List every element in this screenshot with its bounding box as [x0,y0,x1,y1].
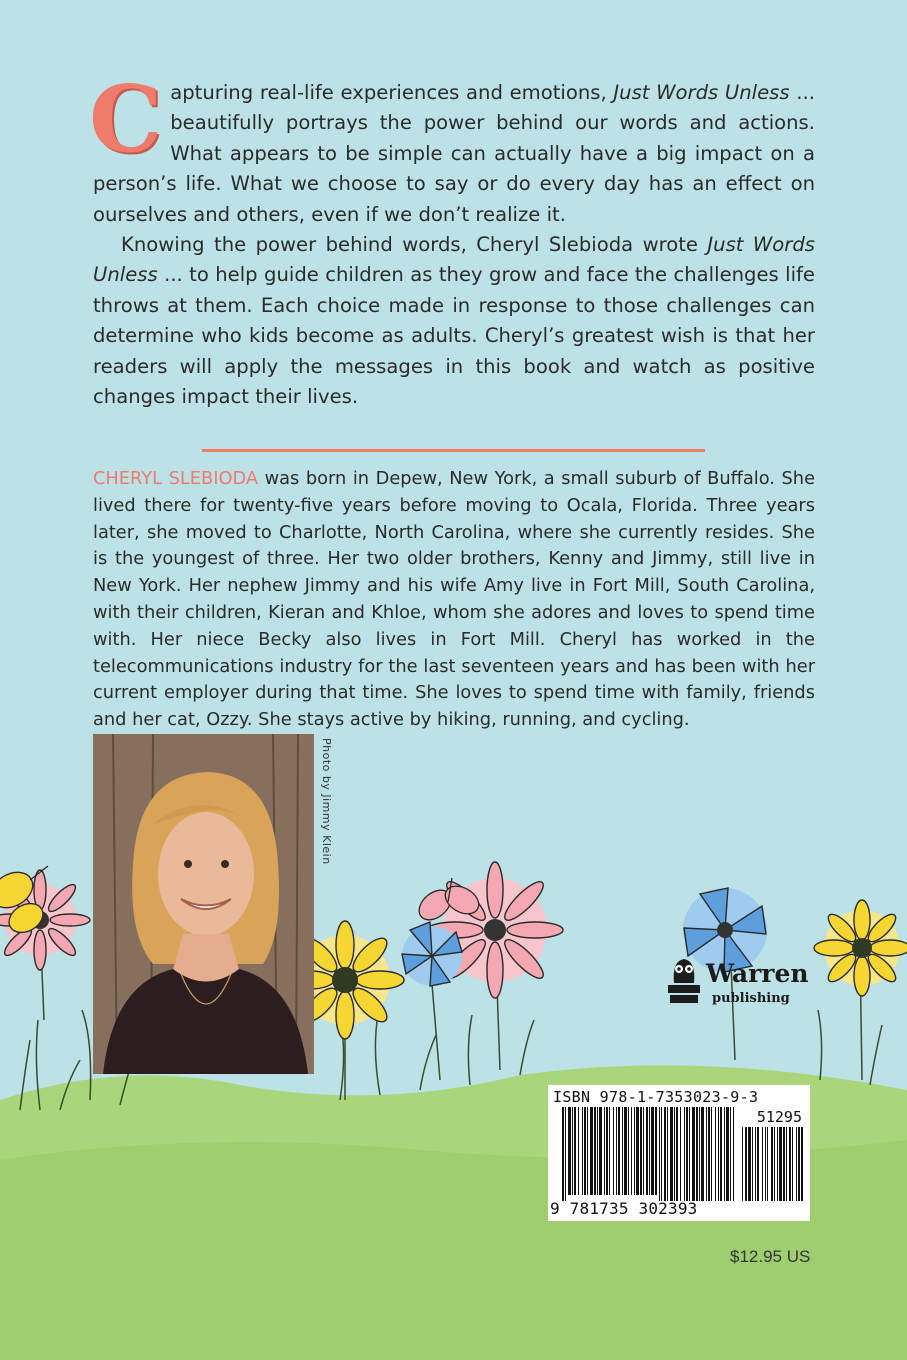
author-photo [93,734,314,1074]
photo-credit: Photo by Jimmy Klein [320,738,333,865]
blurb-paragraph-2: Knowing the power behind words, Cheryl Slebioda wrote Just Words Unless ... to help guide children as they grow and face the challenges life throws at them. Each choice made in response to those challenges can determine who kids become as adults. Cheryl’s greatest wish is that her readers will apply the messages in this book and watch as positive changes impact their lives. [93,233,815,409]
drop-cap: C [89,65,163,173]
price: $12.95 US [730,1247,811,1266]
book-title: Just Words Unless [613,81,790,104]
isbn-text: ISBN 978-1-7353023-9-3 [553,1088,759,1106]
author-bio [93,466,815,734]
ean-number: 9 781735 302393 [550,1199,698,1218]
bio-text: was born in Depew, New York, a small suburb of Buffalo. She lived there for twenty-five years before moving to Ocala, Florida. Three years later, she moved to Charlotte, North Carolina, where she currently resides. She is the youngest of three. Her two older brothers, Kenny and Jimmy, still live in New York. Her nephew Jimmy and his wife Amy live in Fort Mill, South Carolina, with their children, Kieran and Khloe, whom she adores and loves to spend time with. Her niece Becky also lives in Fort Mill. Cheryl has worked in the telecommunications industry for the last seventeen years and has been with her current employer during that time. She loves to spend time with family, friends and her cat, Ozzy. She stays active by hiking, running, and cycling. [93,468,816,731]
publisher-name: Warren [706,959,809,988]
barcode-addon-number: 51295 [756,1108,802,1126]
section-divider [202,449,705,452]
book-title: Just Words Unless [93,233,815,287]
owl-books-icon [666,955,702,1007]
publisher-logo [666,955,816,1015]
flower-yellow-right [814,900,907,996]
blurb-paragraph-1: Capturing real-life experiences and emotions, Just Words Unless ... beautifully portrays the power behind our words and actions. What appears to be simple can actually have a big impact on a person’s life. What we choose to say or do every day has an effect on ourselves and others, even if we don’t realize it. [89,65,815,226]
barcode [548,1085,810,1221]
author-name: CHERYL SLEBIODA [93,468,258,489]
publisher-subname: publishing [712,991,790,1006]
back-cover-blurb [89,65,815,412]
